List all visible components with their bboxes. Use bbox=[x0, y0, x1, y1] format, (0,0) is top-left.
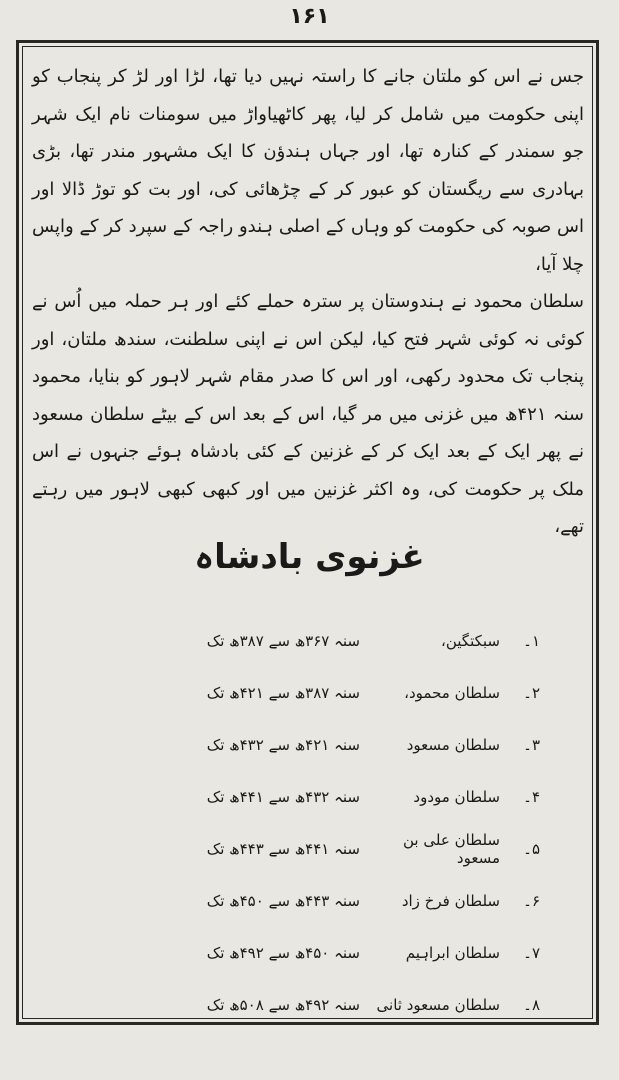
paragraph: سلطان محمود نے ہندوستان پر سترہ حملے کئے اور ہر حملہ میں اُس نے کوئی نہ کوئی شہر فتح کیا، لیکن اس نے اپنی سلطنت، سندھ ملتان، اور پنجاب تک محدود رکھی، اور اس کا صدر مقام شہر لاہور کو بنایا، محمود سنہ ۴۲۱ھ میں غزنی میں مر گیا، اس کے بعد اس کے بیٹے سلطان مسعود نے پھر ایک کے بعد ایک کر کے غزنین کے کئی بادشاہ ہوئے جنہوں نے اس ملک پر حکومت کی، وہ اکثر غزنین میں اور کبھی کبھی لاہور میں رہتے تھے، bbox=[32, 291, 584, 537]
ruler-period: سنہ ۴۲۱ھ سے ۴۳۲ھ تک bbox=[206, 736, 360, 754]
list-item bbox=[160, 719, 540, 771]
list-index: ۱۔ bbox=[523, 632, 540, 650]
list-index: ۶۔ bbox=[523, 892, 540, 910]
list-item bbox=[160, 875, 540, 927]
ruler-period: سنہ ۳۶۷ھ سے ۳۸۷ھ تک bbox=[206, 632, 360, 650]
ruler-list bbox=[160, 615, 540, 1031]
ruler-name: سلطان مسعود ثانی bbox=[376, 996, 500, 1014]
list-index: ۵۔ bbox=[523, 840, 540, 858]
list-item bbox=[160, 771, 540, 823]
ruler-name: سلطان مسعود bbox=[406, 736, 500, 754]
ruler-name: سلطان مودود bbox=[413, 788, 500, 806]
list-item bbox=[160, 927, 540, 979]
list-item bbox=[160, 615, 540, 667]
list-index: ۷۔ bbox=[523, 944, 540, 962]
list-index: ۳۔ bbox=[523, 736, 540, 754]
list-item bbox=[160, 823, 540, 875]
ruler-period: سنہ ۴۵۰ھ سے ۴۹۲ھ تک bbox=[206, 944, 360, 962]
ruler-name: سبکتگین، bbox=[441, 632, 500, 650]
ruler-period: سنہ ۴۹۲ھ سے ۵۰۸ھ تک bbox=[206, 996, 360, 1014]
list-index: ۸۔ bbox=[523, 996, 540, 1014]
ruler-name: سلطان ابراہیم bbox=[405, 944, 500, 962]
list-item bbox=[160, 667, 540, 719]
paragraph: جس نے اس کو ملتان جانے کا راستہ نہیں دیا تھا، لڑا اور لڑ کر پنجاب کو اپنی حکومت میں شامل کر لیا، پھر کاٹھیاواڑ میں سومنات نام ایک شہر جو سمندر کے کنارہ تھا، اور جہاں ہندؤن کا ایک مشہور مندر تھا، بڑی بہادری سے ریگستان کو عبور کر کے چڑھائی کی، اور بت کو توڑ ڈالا اور اس صوبہ کی حکومت کو وہاں کے اصلی ہندو راجہ کے سپرد کر کے واپس چلا آیا، bbox=[32, 66, 584, 275]
body-text bbox=[32, 58, 584, 546]
ruler-period: سنہ ۴۴۱ھ سے ۴۴۳ھ تک bbox=[206, 840, 360, 858]
list-index: ۴۔ bbox=[523, 788, 540, 806]
list-index: ۲۔ bbox=[523, 684, 540, 702]
section-heading: غزنوی بادشاہ bbox=[194, 537, 425, 577]
ruler-name: سلطان محمود، bbox=[404, 684, 500, 702]
ruler-period: سنہ ۴۳۲ھ سے ۴۴۱ھ تک bbox=[206, 788, 360, 806]
ruler-period: سنہ ۴۴۳ھ سے ۴۵۰ھ تک bbox=[206, 892, 360, 910]
ruler-period: سنہ ۳۸۷ھ سے ۴۲۱ھ تک bbox=[206, 684, 360, 702]
page-number: ۱۶۱ bbox=[289, 4, 330, 29]
list-item bbox=[160, 979, 540, 1031]
ruler-name: سلطان علی بن مسعود bbox=[403, 831, 500, 867]
ruler-name: سلطان فرخ زاد bbox=[401, 892, 500, 910]
